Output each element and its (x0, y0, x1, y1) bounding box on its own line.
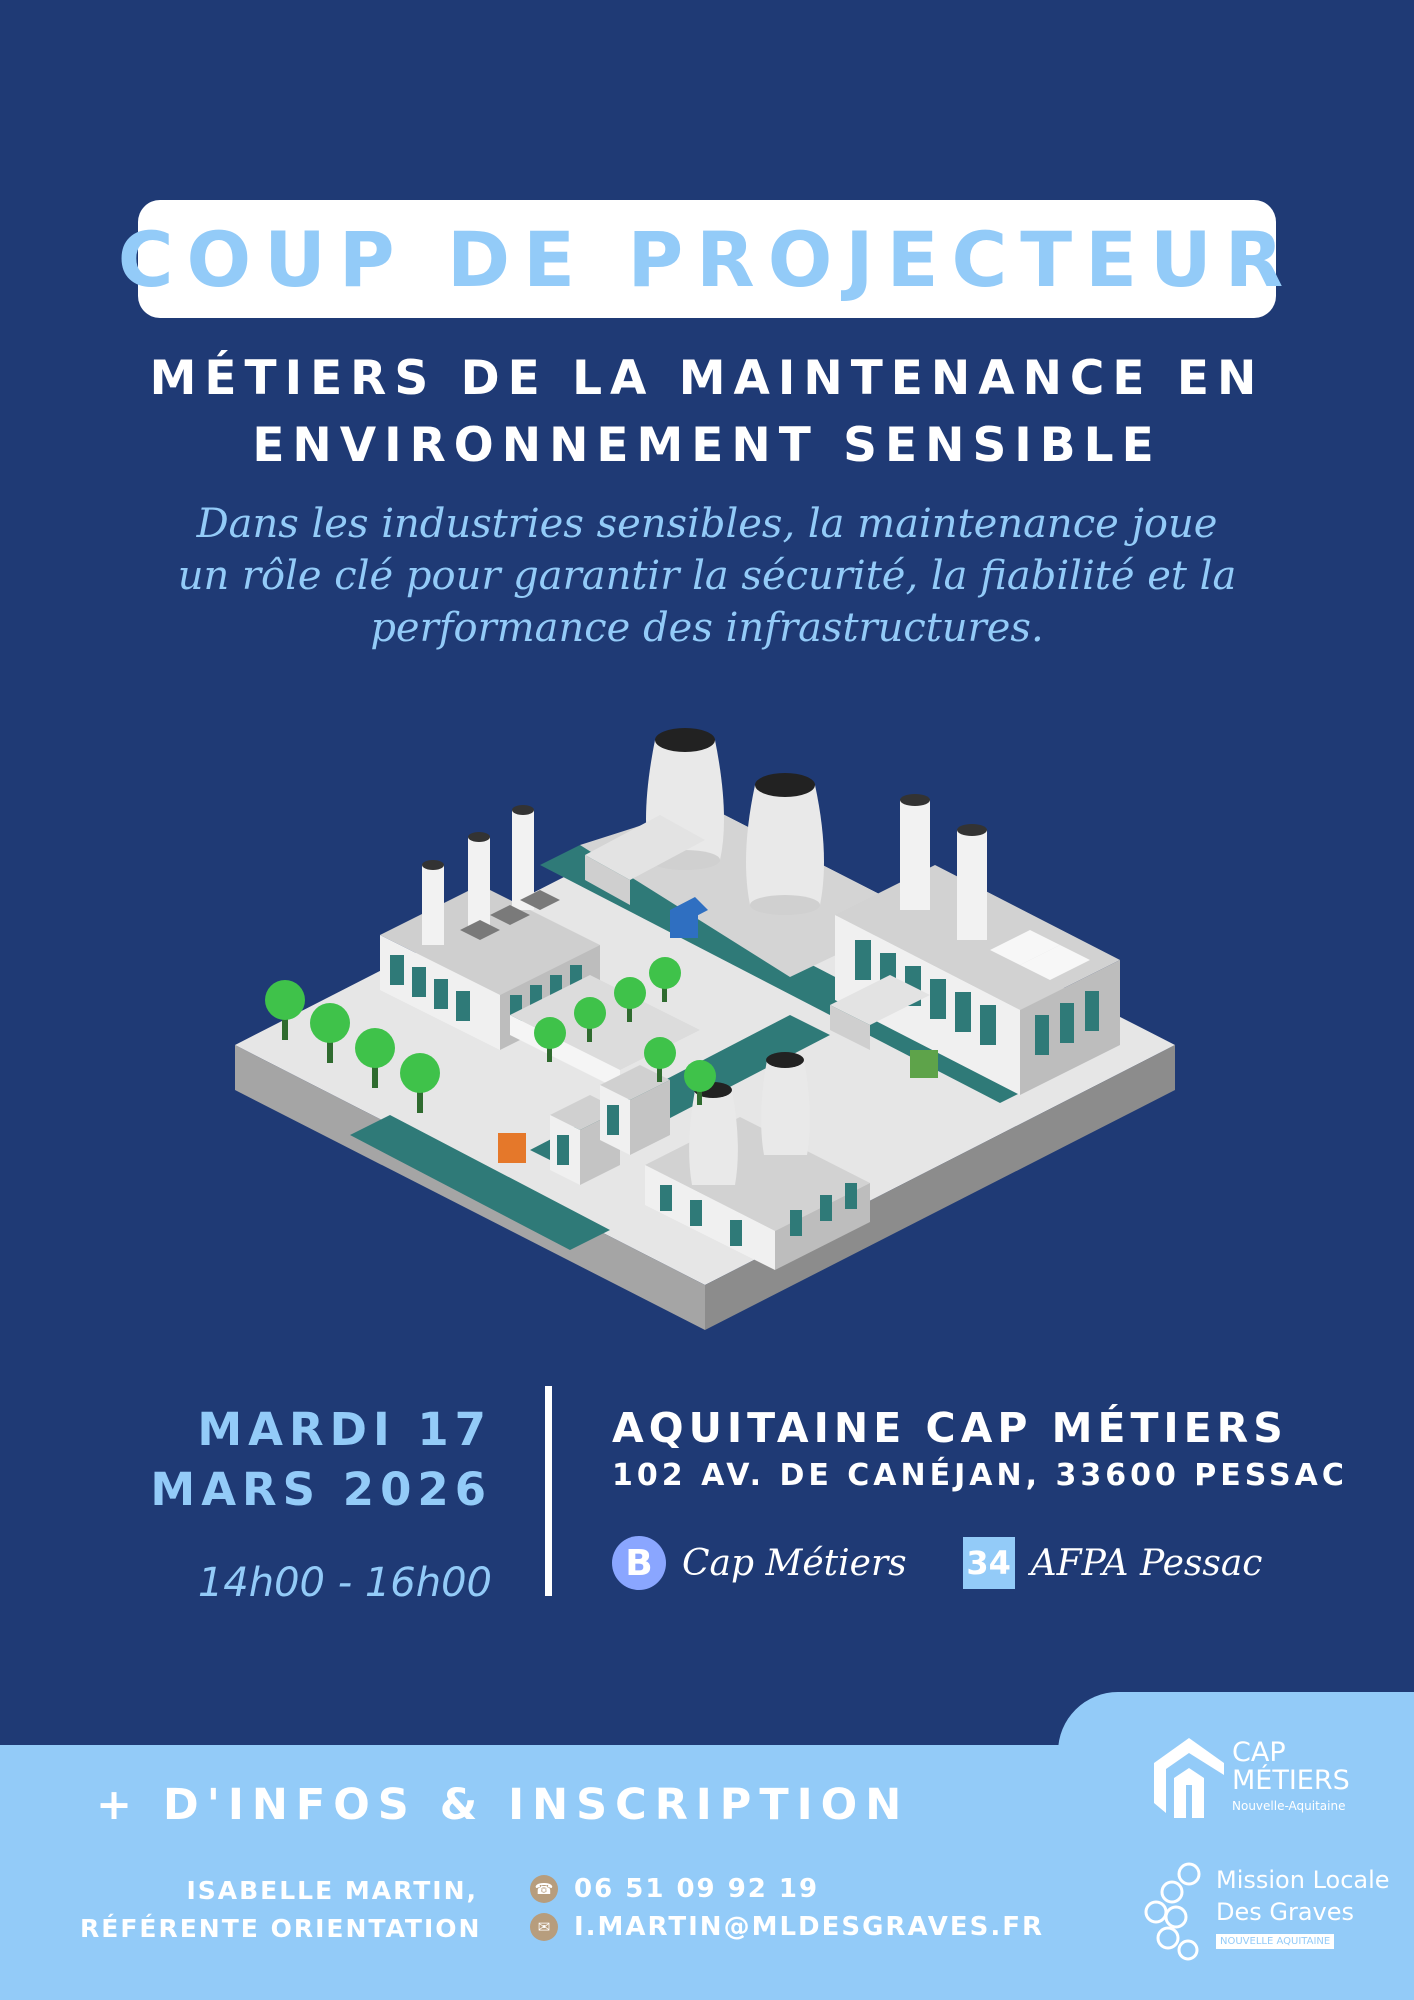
banner-title: COUP DE PROJECTEUR (117, 214, 1297, 304)
contact-phone-row[interactable] (530, 1870, 1044, 1908)
subtitle-line-1: MÉTIERS DE LA MAINTENANCE EN (149, 351, 1265, 406)
event-date-block (90, 1400, 492, 1606)
intro-line-1: Dans les industries sensibles, la maintenance joue (196, 501, 1218, 547)
bus-stop-label: Cap Métiers (682, 1542, 907, 1584)
title-banner (117, 200, 1297, 318)
cap-logo-text-2: MÉTIERS (1232, 1765, 1350, 1796)
vertical-divider (545, 1386, 552, 1596)
tram-stop-label: AFPA Pessac (1030, 1542, 1263, 1584)
contact-list (530, 1870, 1044, 1946)
industrial-site-illustration (230, 715, 1180, 1340)
cap-logo-text-1: CAP (1232, 1737, 1286, 1768)
event-location-block (612, 1400, 1392, 1590)
contact-name-line-2: RÉFÉRENTE ORIENTATION (80, 1914, 482, 1943)
intro-text (100, 498, 1314, 654)
cap-metiers-logo (1144, 1733, 1364, 1823)
event-date-line-1: MARDI 17 (197, 1403, 492, 1456)
mission-locale-logo-mark (1144, 1862, 1214, 1962)
intro-line-2: un rôle clé pour garantir la sécurité, la fiabilité et la (177, 553, 1237, 599)
contact-phone[interactable]: 06 51 09 92 19 (574, 1874, 820, 1904)
tram-line-icon: 34 (963, 1537, 1015, 1589)
ml-logo-text-2: Des Graves (1216, 1898, 1355, 1926)
bus-line-icon: B (612, 1536, 666, 1590)
envelope-icon: ✉ (530, 1913, 558, 1941)
ml-logo-subtitle: NOUVELLE AQUITAINE (1216, 1934, 1334, 1949)
subtitle-line-2: ENVIRONNEMENT SENSIBLE (252, 418, 1162, 473)
intro-line-3: performance des infrastructures. (370, 605, 1044, 651)
contact-name (80, 1872, 482, 1948)
transport-info (612, 1536, 1392, 1590)
contact-name-line-1: ISABELLE MARTIN, (186, 1876, 478, 1905)
contact-email-row[interactable] (530, 1908, 1044, 1946)
phone-icon: ☎ (530, 1875, 558, 1903)
ml-logo-text-1: Mission Locale (1216, 1866, 1390, 1894)
subtitle (100, 345, 1314, 479)
event-date-line-2: MARS 2026 (150, 1463, 492, 1516)
location-name: AQUITAINE CAP MÉTIERS (612, 1404, 1288, 1452)
mission-locale-logo (1144, 1862, 1390, 1962)
cap-logo-subtitle: Nouvelle-Aquitaine (1232, 1799, 1346, 1813)
footer-title: + D'INFOS & INSCRIPTION (96, 1780, 910, 1830)
event-time: 14h00 - 16h00 (197, 1560, 492, 1606)
location-address: 102 AV. DE CANÉJAN, 33600 PESSAC (612, 1458, 1348, 1493)
contact-email[interactable]: I.MARTIN@MLDESGRAVES.FR (574, 1912, 1045, 1942)
cap-metiers-logo-mark (1144, 1733, 1224, 1823)
